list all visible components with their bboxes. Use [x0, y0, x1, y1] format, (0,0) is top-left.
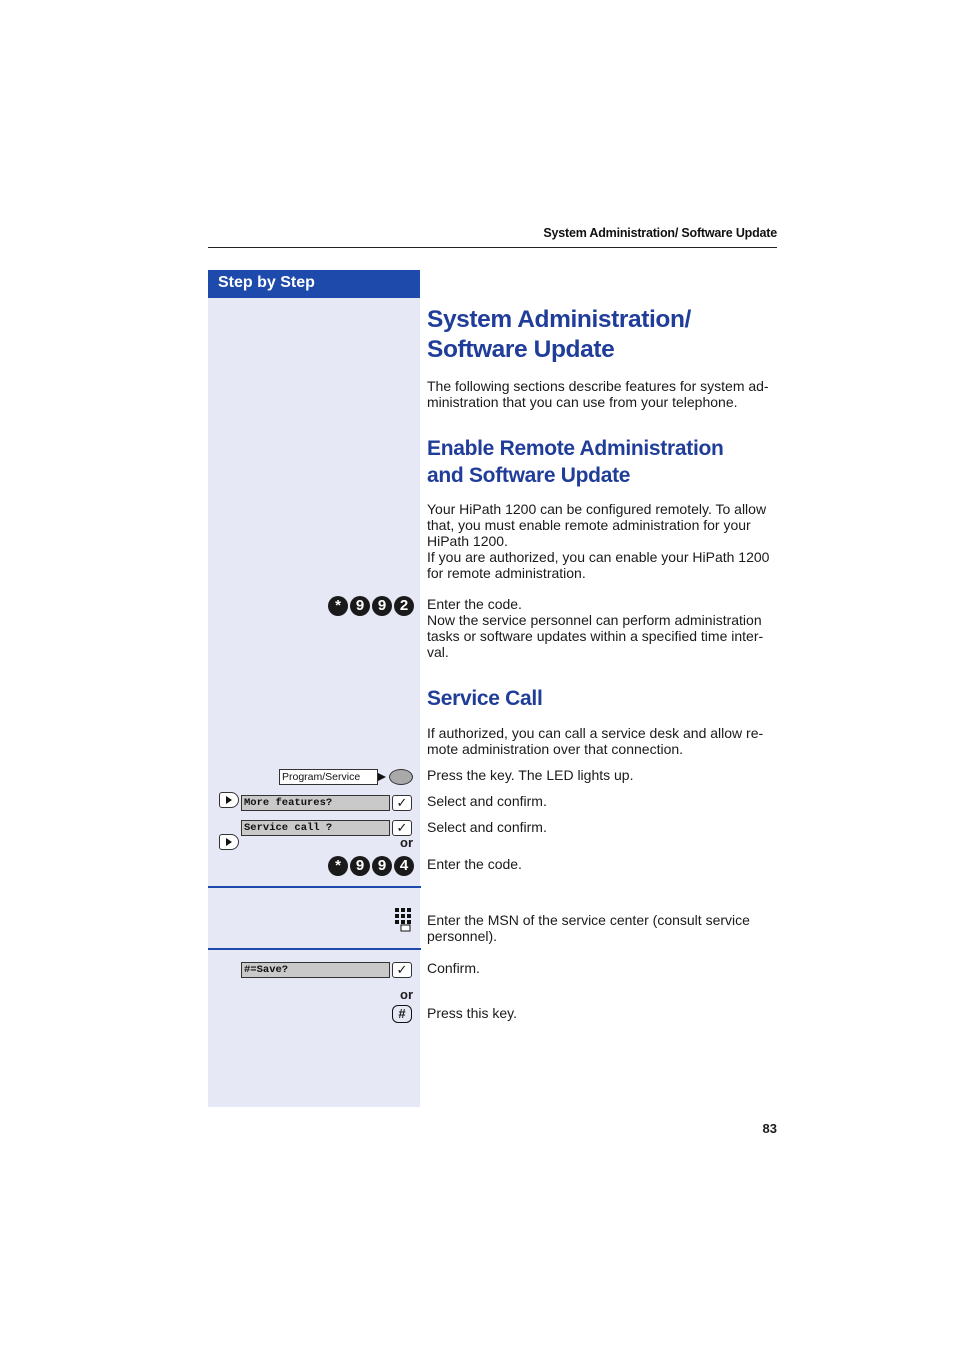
- text-line: ministration that you can use from your telephone.: [427, 394, 738, 410]
- text-line: Now the service personnel can perform administration: [427, 612, 762, 628]
- digit-key-icon: 9: [372, 596, 392, 616]
- confirm-checkmark-button[interactable]: ✓: [392, 962, 412, 978]
- program-service-key[interactable]: [389, 769, 413, 785]
- digit-key-icon: 9: [350, 596, 370, 616]
- text-line: If you are authorized, you can enable your HiPath 1200: [427, 549, 770, 565]
- press-this-key-step: Press this key.: [427, 1005, 517, 1021]
- text-line: Your HiPath 1200 can be configured remotely. To allow: [427, 501, 767, 517]
- text-line: for remote administration.: [427, 565, 586, 581]
- remote-admin-paragraph: [427, 501, 779, 581]
- program-service-label: Program/Service: [279, 769, 378, 785]
- enter-code-step: [427, 596, 779, 660]
- scroll-arrow-button[interactable]: [219, 792, 239, 808]
- text-line: mote administration over that connection.: [427, 741, 684, 757]
- page-title: [427, 305, 787, 365]
- digit-key-icon: 2: [394, 596, 414, 616]
- heading-line: and Software Update: [427, 464, 631, 487]
- text-line: val.: [427, 644, 449, 660]
- select-confirm-step: Select and confirm.: [427, 819, 547, 835]
- confirm-checkmark-button[interactable]: ✓: [392, 795, 412, 811]
- display-more-features: More features?: [241, 795, 390, 811]
- text-line: If authorized, you can call a service desk and allow re-: [427, 725, 764, 741]
- confirm-step: Confirm.: [427, 960, 480, 976]
- text-line: personnel).: [427, 928, 498, 944]
- page-title-line: System Administration/: [427, 306, 691, 333]
- text-line: Enter the MSN of the service center (consult service: [427, 912, 750, 928]
- section-heading-service-call: Service Call: [427, 687, 543, 710]
- sidebar-separator-bottom: [208, 948, 421, 950]
- confirm-checkmark-button[interactable]: ✓: [392, 820, 412, 836]
- section-heading-remote-admin: [427, 435, 787, 489]
- or-label: or: [400, 835, 413, 850]
- digit-key-icon: 9: [372, 856, 392, 876]
- text-line: HiPath 1200.: [427, 533, 508, 549]
- service-call-paragraph: [427, 725, 779, 757]
- text-line: that, you must enable remote administration for your: [427, 517, 751, 533]
- star-key-icon: *: [328, 856, 348, 876]
- pointer-arrow-icon: [378, 773, 386, 781]
- enter-msn-step: [427, 912, 779, 944]
- code-keys-992: [300, 596, 414, 616]
- text-line: tasks or software updates within a specified time inter-: [427, 628, 764, 644]
- hash-key-button[interactable]: #: [392, 1005, 412, 1023]
- text-line: Enter the code.: [427, 596, 522, 612]
- sidebar-separator-top: [208, 886, 421, 888]
- digit-key-icon: 9: [350, 856, 370, 876]
- display-save: #=Save?: [241, 962, 390, 978]
- heading-line: Enable Remote Administration: [427, 437, 724, 460]
- digit-key-icon: 4: [394, 856, 414, 876]
- star-key-icon: *: [328, 596, 348, 616]
- or-label: or: [400, 987, 413, 1002]
- page-title-line: Software Update: [427, 336, 615, 363]
- press-key-step: Press the key. The LED lights up.: [427, 767, 634, 783]
- text-line: The following sections describe features for system ad-: [427, 378, 769, 394]
- header-rule: [208, 247, 777, 248]
- display-service-call: Service call ?: [241, 820, 390, 836]
- intro-paragraph: [427, 378, 779, 410]
- keypad-icon: [395, 908, 413, 932]
- select-confirm-step: Select and confirm.: [427, 793, 547, 809]
- step-by-step-column: [208, 298, 420, 1107]
- page-number: 83: [762, 1121, 777, 1136]
- enter-code-step: Enter the code.: [427, 856, 522, 872]
- scroll-arrow-button[interactable]: [219, 834, 239, 850]
- step-by-step-header: Step by Step: [208, 270, 420, 298]
- code-keys-994: [300, 856, 414, 876]
- running-header: System Administration/ Software Update: [543, 226, 777, 240]
